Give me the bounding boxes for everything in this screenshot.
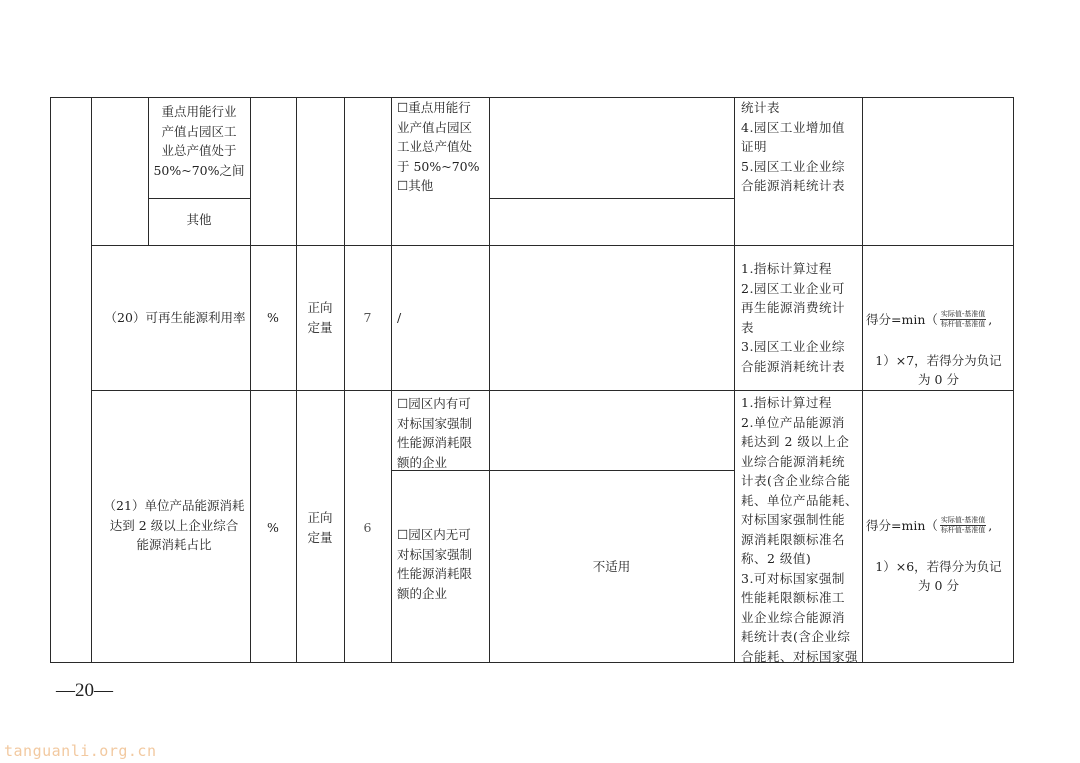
option-cell-has-benchmark: ☐园区内有可 对标国家强制 性能源消耗限 额的企业 [397, 396, 473, 470]
table-left-border [50, 97, 51, 663]
unit-cell-21: % [267, 520, 279, 535]
indicator-name-20: （20）可再生能源利用率 [104, 310, 246, 325]
direction-cell-20: 正向 定量 [307, 300, 333, 335]
formula-rest: 1）×6，若得分为负记 为 0 分 [875, 558, 1002, 593]
table-col-divider [489, 97, 490, 663]
options-cell-20: / [397, 310, 402, 325]
table-col-divider [250, 97, 251, 663]
fraction-denominator: 标杆值-基准值 [940, 319, 986, 328]
formula-rest: 1）×7，若得分为负记 为 0 分 [875, 352, 1002, 387]
criteria-cell-key-industry: 重点用能行业 产值占园区工 业总产值处于 50%~70%之间 [153, 104, 245, 178]
fraction [940, 516, 986, 535]
formula-comma: , [988, 517, 993, 533]
scoring-formula-20 [866, 290, 1011, 409]
scoring-formula-21 [866, 496, 1011, 615]
direction-cell-21: 正向 定量 [307, 510, 333, 545]
table-row-divider [148, 198, 250, 199]
criteria-cell-other: 其他 [186, 212, 212, 227]
table-col-divider [862, 97, 863, 663]
indicator-name-21: （21）单位产品能源消耗 达到 2 级以上企业综合 能源消耗占比 [103, 498, 245, 552]
unit-cell-20: % [267, 310, 279, 325]
checkbox-options-cell: ☐重点用能行 业产值占园区 工业总产值处 于 50%~70% ☐其他 [397, 100, 480, 193]
fraction-numerator: 实际值-基准值 [940, 309, 986, 318]
table-col-divider [344, 97, 345, 663]
min-formula [866, 516, 1011, 536]
page-number: —20— [56, 680, 113, 701]
fraction-denominator: 标杆值-基准值 [940, 525, 986, 534]
min-formula [866, 310, 1011, 330]
table-col-divider [296, 97, 297, 663]
fraction-numerator: 实际值-基准值 [940, 515, 986, 524]
materials-cell-20: 1.指标计算过程 2.园区工业企业可 再生能源消费统计 表 3.园区工业企业综 合能源消耗统计表 [741, 261, 846, 374]
materials-cell: 统计表 4.园区工业增加值 证明 5.园区工业企业综 合能源消耗统计表 [741, 100, 846, 193]
formula-prefix: 得分=min（ [866, 517, 938, 533]
table-top-border [50, 97, 1013, 98]
table-col-divider [91, 97, 92, 663]
table-col-divider [391, 97, 392, 663]
fraction [940, 310, 986, 329]
weight-cell-21: 6 [363, 520, 372, 535]
table-col-divider [734, 97, 735, 663]
table-row-divider [489, 198, 734, 199]
watermark: tanguanli.org.cn [4, 742, 157, 760]
not-applicable-cell: 不适用 [592, 559, 631, 574]
formula-prefix: 得分=min（ [866, 311, 938, 327]
option-cell-no-benchmark: ☐园区内无可 对标国家强制 性能源消耗限 额的企业 [397, 527, 473, 601]
table-right-border [1013, 97, 1014, 663]
table-col-divider [148, 97, 149, 245]
weight-cell-20: 7 [363, 310, 372, 325]
table-row-divider [91, 245, 1013, 246]
table-bottom-border [50, 662, 1013, 663]
formula-comma: , [988, 311, 993, 327]
materials-cell-21: 1.指标计算过程 2.单位产品能源消 耗达到 2 级以上企 业综合能源消耗统 计表(含企业综合能 耗、单位产品能耗、 对标国家强制性能 源消耗限额标准名 称、2 级值) 3.可对标国家强制 性能耗限额标准工 业企业综合能源消 耗统计表(含企业综 合能耗、对标国家强 [741, 395, 859, 664]
